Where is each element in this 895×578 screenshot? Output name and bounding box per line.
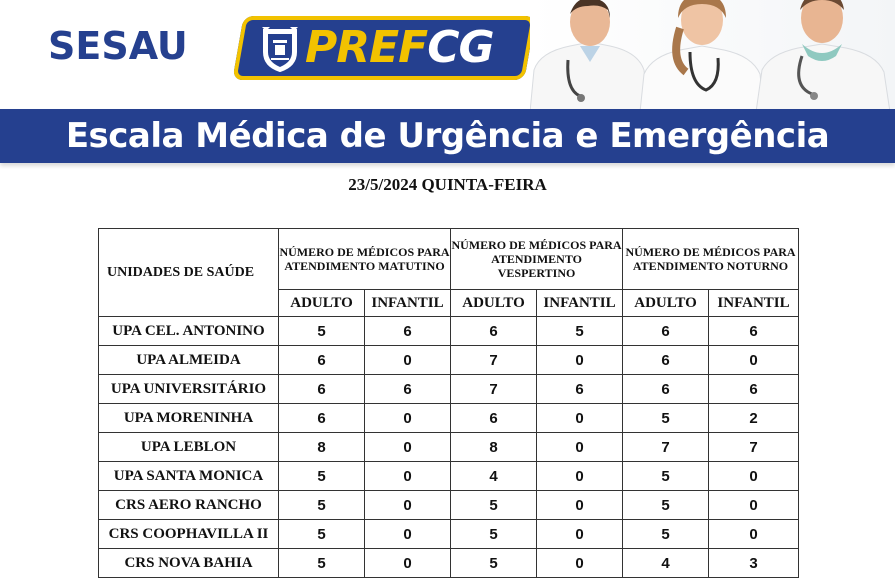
value-cell: 6: [623, 317, 709, 346]
value-cell: 0: [537, 404, 623, 433]
schedule-table: [98, 228, 799, 578]
value-cell: 5: [451, 491, 537, 520]
value-cell: 2: [709, 404, 799, 433]
value-cell: 4: [623, 549, 709, 578]
value-cell: 8: [279, 433, 365, 462]
unit-name-cell: CRS NOVA BAHIA: [99, 549, 279, 578]
value-cell: 5: [279, 549, 365, 578]
value-cell: 6: [537, 375, 623, 404]
page-title: Escala Médica de Urgência e Emergência: [65, 116, 830, 156]
subheader-cell: INFANTIL: [709, 290, 799, 317]
value-cell: 6: [279, 346, 365, 375]
subheader-cell: INFANTIL: [365, 290, 451, 317]
subheader-cell: INFANTIL: [537, 290, 623, 317]
value-cell: 6: [623, 346, 709, 375]
subheader-cell: ADULTO: [279, 290, 365, 317]
schedule-date: 23/5/2024 QUINTA-FEIRA: [348, 175, 547, 194]
value-cell: 7: [451, 375, 537, 404]
value-cell: 5: [279, 462, 365, 491]
unit-name-cell: UPA UNIVERSITÁRIO: [99, 375, 279, 404]
value-cell: 0: [537, 462, 623, 491]
unit-column-header: UNIDADES DE SAÚDE: [99, 229, 279, 317]
value-cell: 0: [537, 491, 623, 520]
subheader-cell: ADULTO: [451, 290, 537, 317]
value-cell: 0: [537, 433, 623, 462]
value-cell: 5: [279, 491, 365, 520]
value-cell: 4: [451, 462, 537, 491]
value-cell: 6: [279, 375, 365, 404]
sesau-logo: SESAU: [48, 24, 188, 68]
value-cell: 0: [537, 549, 623, 578]
unit-name-cell: UPA CEL. ANTONINO: [99, 317, 279, 346]
value-cell: 5: [623, 520, 709, 549]
value-cell: 0: [709, 462, 799, 491]
period-header-night: NÚMERO DE MÉDICOS PARA ATENDIMENTO NOTURNO: [623, 229, 799, 290]
period-header-morning: NÚMERO DE MÉDICOS PARA ATENDIMENTO MATUTINO: [279, 229, 451, 290]
value-cell: 3: [709, 549, 799, 578]
unit-name-cell: CRS COOPHAVILLA II: [99, 520, 279, 549]
period-header-afternoon: NÚMERO DE MÉDICOS PARA ATENDIMENTO VESPERTINO: [451, 229, 623, 290]
table-row: [99, 462, 799, 491]
table-row: [99, 375, 799, 404]
value-cell: 5: [537, 317, 623, 346]
header: [0, 0, 895, 112]
value-cell: 8: [451, 433, 537, 462]
doctors-photo: [530, 0, 895, 112]
table-row: [99, 520, 799, 549]
value-cell: 0: [365, 549, 451, 578]
value-cell: 5: [451, 549, 537, 578]
table-row: [99, 317, 799, 346]
unit-name-cell: UPA LEBLON: [99, 433, 279, 462]
value-cell: 6: [279, 404, 365, 433]
value-cell: 5: [451, 520, 537, 549]
subheader-cell: ADULTO: [623, 290, 709, 317]
value-cell: 7: [709, 433, 799, 462]
unit-name-cell: UPA SANTA MONICA: [99, 462, 279, 491]
table-row: [99, 549, 799, 578]
value-cell: 5: [623, 462, 709, 491]
value-cell: 0: [365, 491, 451, 520]
value-cell: 0: [709, 491, 799, 520]
unit-name-cell: UPA MORENINHA: [99, 404, 279, 433]
title-banner: [0, 109, 895, 163]
value-cell: 6: [451, 404, 537, 433]
table-row: [99, 433, 799, 462]
value-cell: 0: [537, 346, 623, 375]
value-cell: 7: [451, 346, 537, 375]
value-cell: 6: [623, 375, 709, 404]
prefcg-wordmark: PREFCG: [305, 22, 494, 73]
table-row: [99, 404, 799, 433]
value-cell: 5: [623, 404, 709, 433]
value-cell: 5: [623, 491, 709, 520]
value-cell: 0: [537, 520, 623, 549]
value-cell: 6: [451, 317, 537, 346]
value-cell: 0: [365, 346, 451, 375]
unit-name-cell: UPA ALMEIDA: [99, 346, 279, 375]
value-cell: 0: [365, 520, 451, 549]
value-cell: 6: [365, 317, 451, 346]
value-cell: 6: [709, 375, 799, 404]
value-cell: 6: [365, 375, 451, 404]
value-cell: 6: [709, 317, 799, 346]
table-row: [99, 346, 799, 375]
table-header-row: [99, 229, 799, 290]
value-cell: 0: [709, 520, 799, 549]
value-cell: 0: [365, 433, 451, 462]
value-cell: 7: [623, 433, 709, 462]
value-cell: 5: [279, 520, 365, 549]
value-cell: 0: [365, 462, 451, 491]
value-cell: 0: [365, 404, 451, 433]
value-cell: 0: [709, 346, 799, 375]
unit-name-cell: CRS AERO RANCHO: [99, 491, 279, 520]
value-cell: 5: [279, 317, 365, 346]
city-crest-icon: [258, 24, 302, 74]
table-row: [99, 491, 799, 520]
